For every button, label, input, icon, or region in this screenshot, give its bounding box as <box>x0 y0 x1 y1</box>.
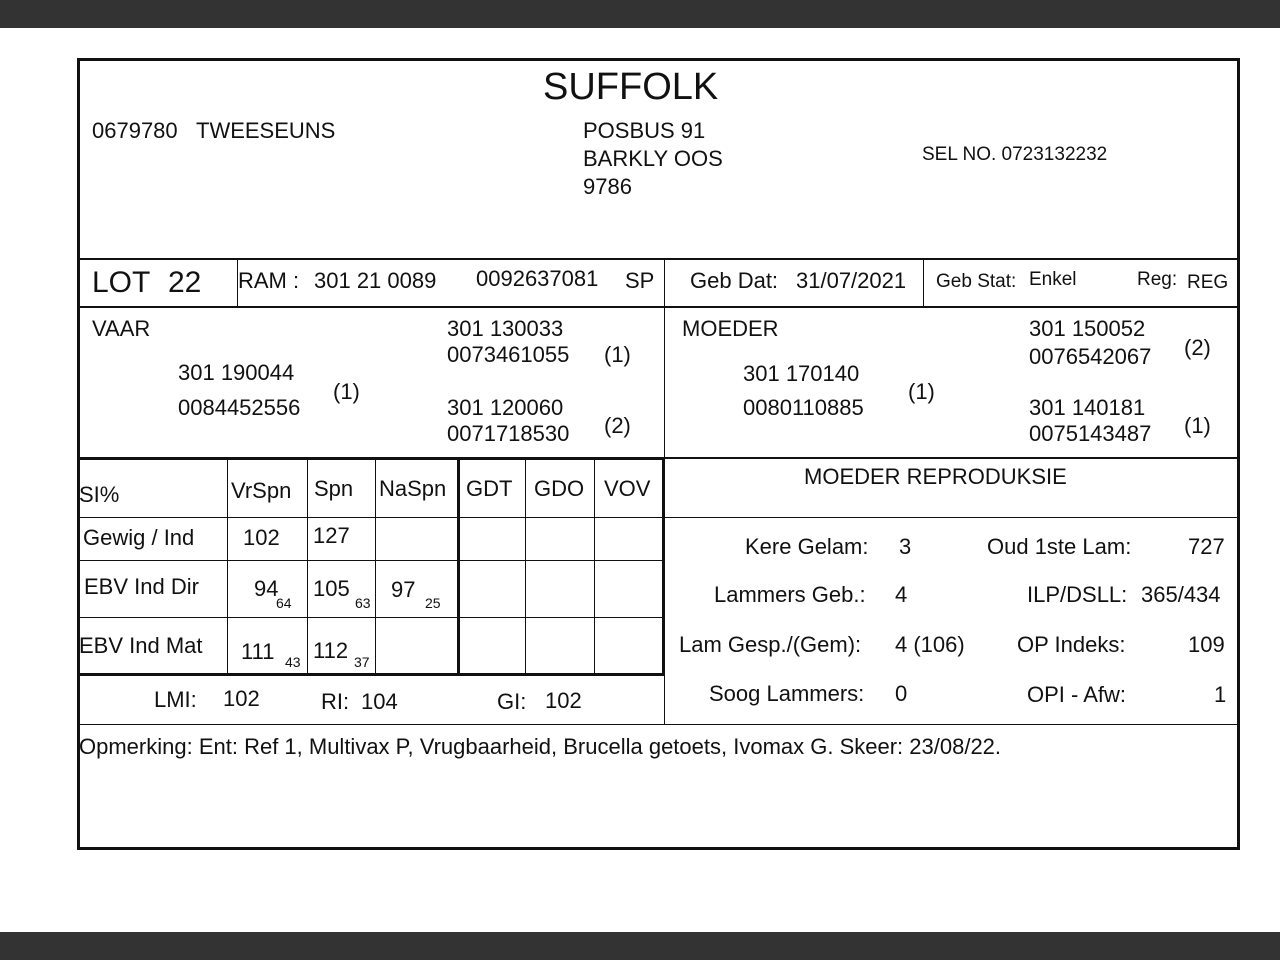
oud-value: 727 <box>1188 534 1225 559</box>
ram-label: RAM : <box>238 268 300 293</box>
ilp-label: ILP/DSLL: <box>1027 582 1128 607</box>
si-cell-mat-spn: 112 <box>313 638 349 663</box>
address-line3: 9786 <box>583 174 632 199</box>
si-cell-dir-spn-sub: 63 <box>355 595 371 611</box>
kere-value: 3 <box>899 534 912 559</box>
sire-tag: 0084452556 <box>178 395 301 420</box>
dam-label: MOEDER <box>682 316 779 341</box>
op-label: OP Indeks: <box>1017 632 1126 657</box>
si-cell-mat-spn-sub: 37 <box>354 654 370 670</box>
breeder-name: TWEESEUNS <box>196 118 336 143</box>
sire-dam-mark: (2) <box>604 413 631 438</box>
si-cell-dir-naspn-sub: 25 <box>425 595 441 611</box>
birth-status: Enkel <box>1029 269 1077 290</box>
breed-title: SUFFOLK <box>543 66 719 108</box>
lammers-label: Lammers Geb.: <box>714 582 866 607</box>
birth-date-label: Geb Dat: <box>690 268 779 293</box>
soog-label: Soog Lammers: <box>709 681 865 706</box>
si-header-vrspn: VrSpn <box>231 478 292 503</box>
gesp-value: 4 (106) <box>895 632 965 657</box>
birth-status-label: Geb Stat: <box>936 271 1017 292</box>
address-line1: POSBUS 91 <box>583 118 706 143</box>
si-cell-dir-vrspn-sub: 64 <box>276 595 292 611</box>
ri-label: RI: <box>321 689 350 714</box>
ram-id: 301 21 0089 <box>314 268 437 293</box>
dam-sire-id: 301 150052 <box>1029 316 1146 341</box>
dam-tag: 0080110885 <box>743 395 864 420</box>
ram-tag: 0092637081 <box>476 266 599 291</box>
si-row-label-ebv-dir: EBV Ind Dir <box>84 574 199 599</box>
breeder-number: 0679780 <box>92 118 178 143</box>
sire-sire-mark: (1) <box>604 342 631 367</box>
oud-label: Oud 1ste Lam: <box>987 534 1132 559</box>
top-bar <box>0 0 1280 28</box>
si-row-label-gewig: Gewig / Ind <box>83 525 195 550</box>
si-cell-gewig-vrspn: 102 <box>243 525 280 550</box>
si-row-label-ebv-mat: EBV Ind Mat <box>79 633 203 658</box>
opi-label: OPI - Afw: <box>1027 682 1127 707</box>
ram-code: SP <box>625 268 655 293</box>
sire-dam-id: 301 120060 <box>447 395 564 420</box>
sire-sire-tag: 0073461055 <box>447 342 570 367</box>
dam-sire-tag: 0076542067 <box>1029 344 1152 369</box>
bottom-bar <box>0 932 1280 960</box>
gi-label: GI: <box>497 689 527 714</box>
gi-value: 102 <box>545 688 582 713</box>
dam-id: 301 170140 <box>743 361 860 386</box>
lot-number: 22 <box>168 266 202 299</box>
opi-value: 1 <box>1214 682 1227 707</box>
si-cell-dir-spn: 105 <box>313 576 350 601</box>
si-cell-gewig-spn: 127 <box>313 523 350 548</box>
dam-dam-id: 301 140181 <box>1029 395 1146 420</box>
dam-mark: (1) <box>908 379 935 404</box>
lmi-label: LMI: <box>154 687 197 712</box>
si-header-spn: Spn <box>314 476 354 501</box>
ilp-value: 365/434 <box>1141 582 1221 607</box>
lmi-value: 102 <box>223 686 260 711</box>
sire-id: 301 190044 <box>178 360 295 385</box>
si-header-gdt: GDT <box>466 476 513 501</box>
sire-dam-tag: 0071718530 <box>447 421 570 446</box>
si-cell-dir-vrspn: 94 <box>254 576 279 601</box>
reproduction-title: MOEDER REPRODUKSIE <box>804 464 1067 489</box>
op-value: 109 <box>1188 632 1225 657</box>
si-cell-mat-vrspn-sub: 43 <box>285 654 301 670</box>
si-header-vov: VOV <box>604 476 651 501</box>
reg-label: Reg: <box>1137 269 1178 290</box>
kere-label: Kere Gelam: <box>745 534 869 559</box>
si-header-naspn: NaSpn <box>379 476 447 501</box>
sire-sire-id: 301 130033 <box>447 316 564 341</box>
si-header-gdo: GDO <box>534 476 585 501</box>
dam-dam-mark: (1) <box>1184 413 1211 438</box>
soog-value: 0 <box>895 681 908 706</box>
dam-sire-mark: (2) <box>1184 335 1211 360</box>
dam-dam-tag: 0075143487 <box>1029 421 1152 446</box>
si-cell-mat-vrspn: 111 <box>241 639 275 664</box>
sire-mark: (1) <box>333 379 360 404</box>
lot-label: LOT <box>92 266 151 299</box>
gesp-label: Lam Gesp./(Gem): <box>679 632 862 657</box>
ri-value: 104 <box>361 689 398 714</box>
si-cell-dir-naspn: 97 <box>391 577 416 602</box>
sire-label: VAAR <box>92 316 151 341</box>
reg-value: REG <box>1187 272 1229 293</box>
birth-date: 31/07/2021 <box>796 268 907 293</box>
remarks: Opmerking: Ent: Ref 1, Multivax P, Vrugbaarheid, Brucella getoets, Ivomax G. Skeer: 23/08/22. <box>79 734 1002 759</box>
si-header-si: SI% <box>79 482 120 507</box>
lammers-value: 4 <box>895 582 908 607</box>
address-line2: BARKLY OOS <box>583 146 723 171</box>
sel-no: SEL NO. 0723132232 <box>922 144 1108 165</box>
